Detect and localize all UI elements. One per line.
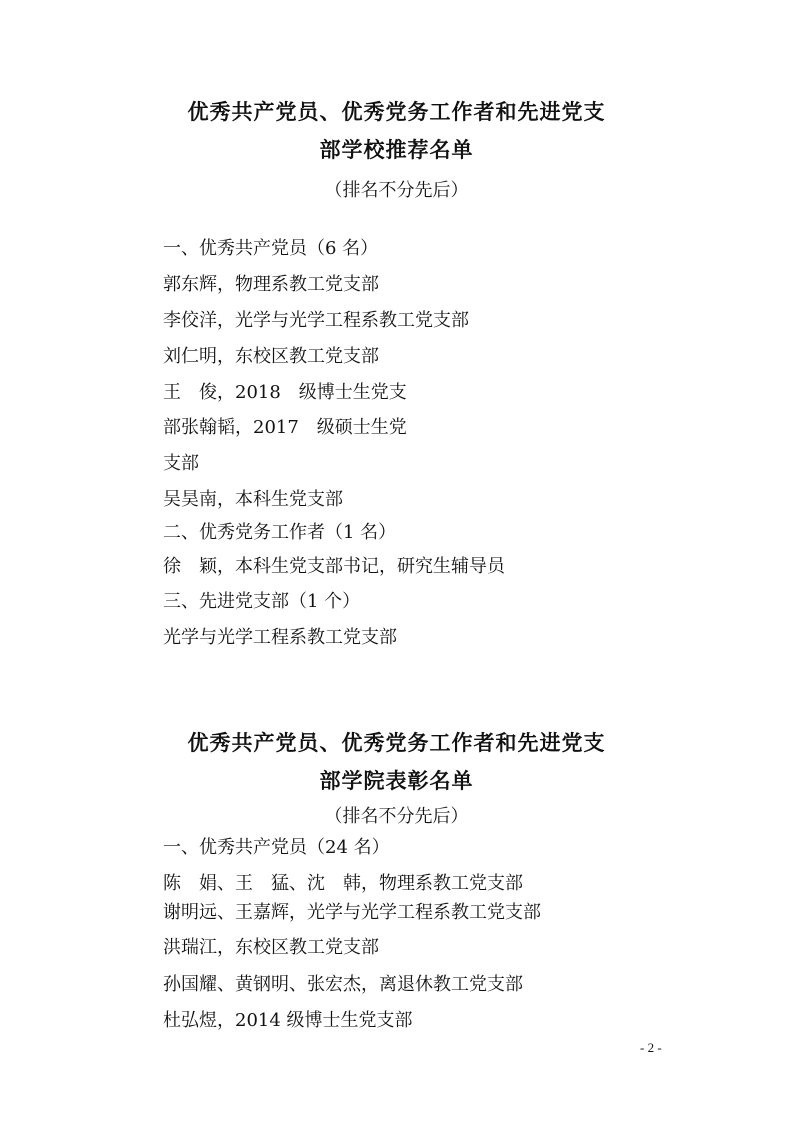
section2-list-item: 谢明远、王嘉辉，光学与光学工程系教工党支部 — [163, 902, 541, 923]
section1-note: （排名不分先后） — [324, 180, 469, 201]
page-number: - 2 - — [640, 1040, 662, 1055]
section2-heading-members: 一、优秀共产党员（24 名） — [163, 837, 390, 858]
section2-list-item: 孙国耀、黄钢明、张宏杰，离退休教工党支部 — [163, 974, 523, 995]
section2-note: （排名不分先后） — [324, 806, 469, 827]
section1-title-line1: 优秀共产党员、优秀党务工作者和先进党支 — [187, 100, 606, 124]
section1-list-item: 光学与光学工程系教工党支部 — [163, 627, 397, 648]
section1-heading-members: 一、优秀共产党员（6 名） — [163, 238, 379, 259]
section1-list-item: 吴昊南，本科生党支部 — [163, 489, 343, 510]
section2-title-line1: 优秀共产党员、优秀党务工作者和先进党支 — [187, 731, 606, 755]
section1-list-item: 支部 — [163, 453, 199, 474]
section2-list-item: 洪瑞江，东校区教工党支部 — [163, 937, 379, 958]
section1-list-item: 徐 颖，本科生党支部书记，研究生辅导员 — [163, 556, 505, 577]
section1-list-item: 王 俊，2018 级博士生党支 — [163, 382, 407, 403]
section2-list-item: 陈 娟、王 猛、沈 韩，物理系教工党支部 — [163, 873, 523, 894]
section1-list-item: 李佼洋，光学与光学工程系教工党支部 — [163, 310, 469, 331]
section1-heading-workers: 二、优秀党务工作者（1 名） — [163, 522, 397, 543]
section1-list-item: 部张翰韬，2017 级硕士生党 — [163, 417, 407, 438]
section1-list-item: 郭东辉，物理系教工党支部 — [163, 274, 379, 295]
section2-title-line2: 部学院表彰名单 — [319, 769, 474, 793]
section1-title-line2: 部学校推荐名单 — [319, 138, 474, 162]
section1-heading-branches: 三、先进党支部（1 个） — [163, 591, 361, 612]
section1-list-item: 刘仁明，东校区教工党支部 — [163, 346, 379, 367]
section2-list-item: 杜弘煜，2014 级博士生党支部 — [163, 1010, 413, 1031]
